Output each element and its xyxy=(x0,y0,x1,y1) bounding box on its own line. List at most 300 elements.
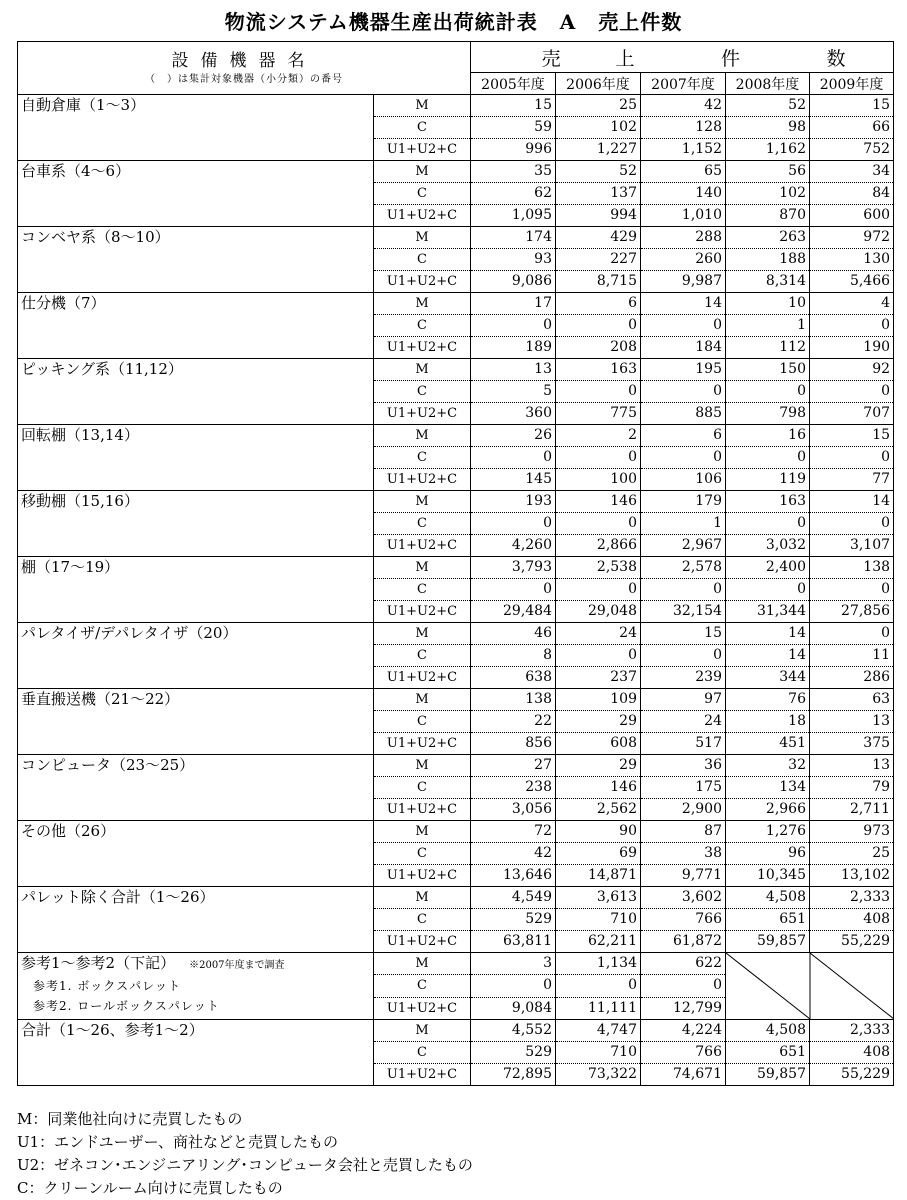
value-cell: 65 xyxy=(641,161,726,183)
table-body xyxy=(18,95,894,1086)
value-cell: 0 xyxy=(810,315,894,337)
table-row xyxy=(18,623,894,645)
value-cell: 429 xyxy=(556,227,641,249)
value-cell: 38 xyxy=(641,843,726,865)
value-cell: 0 xyxy=(726,447,810,469)
value-cell: 0 xyxy=(471,315,556,337)
value-cell: 0 xyxy=(556,315,641,337)
value-cell: 16 xyxy=(726,425,810,447)
value-cell: 4,747 xyxy=(556,1020,641,1042)
equipment-name: その他（26） xyxy=(18,821,374,887)
value-cell: 3,056 xyxy=(471,799,556,821)
table-row xyxy=(18,425,894,447)
value-cell: 25 xyxy=(810,843,894,865)
row-type: U1+U2+C xyxy=(374,337,471,359)
title-suffix-b: 売上件数 xyxy=(598,10,683,34)
value-cell: 4,508 xyxy=(726,887,810,909)
value-cell: 92 xyxy=(810,359,894,381)
value-cell: 15 xyxy=(810,425,894,447)
value-cell: 6 xyxy=(556,293,641,315)
value-cell: 69 xyxy=(556,843,641,865)
value-cell: 360 xyxy=(471,403,556,425)
value-cell: 10 xyxy=(726,293,810,315)
value-cell: 766 xyxy=(641,909,726,931)
equipment-name: 台車系（4～6） xyxy=(18,161,374,227)
value-cell: 4,224 xyxy=(641,1020,726,1042)
reference-name: 参考1～参考2（下記） xyxy=(21,954,176,972)
not-surveyed-cell xyxy=(726,953,894,1020)
value-cell: 0 xyxy=(556,975,641,997)
value-cell: 102 xyxy=(556,117,641,139)
value-cell: 3 xyxy=(471,953,556,975)
value-cell: 227 xyxy=(556,249,641,271)
value-cell: 1,276 xyxy=(726,821,810,843)
row-type: U1+U2+C xyxy=(374,469,471,491)
value-cell: 90 xyxy=(556,821,641,843)
value-cell: 97 xyxy=(641,689,726,711)
value-cell: 52 xyxy=(556,161,641,183)
row-type: C xyxy=(374,777,471,799)
value-cell: 0 xyxy=(810,623,894,645)
year-header: 2005年度 xyxy=(471,73,556,95)
equipment-name-title: 設備機器名 xyxy=(171,51,317,71)
value-cell: 600 xyxy=(810,205,894,227)
row-type: C xyxy=(374,909,471,931)
row-type: U1+U2+C xyxy=(374,931,471,953)
value-cell: 14 xyxy=(641,293,726,315)
footnotes xyxy=(17,1108,473,1200)
value-cell: 973 xyxy=(810,821,894,843)
sales-char-1: 売 xyxy=(541,47,561,70)
value-cell: 29,048 xyxy=(556,601,641,623)
table-row xyxy=(18,491,894,513)
equipment-name: 自動倉庫（1～3） xyxy=(18,95,374,161)
value-cell: 14,871 xyxy=(556,865,641,887)
value-cell: 73,322 xyxy=(556,1064,641,1086)
value-cell: 775 xyxy=(556,403,641,425)
value-cell: 870 xyxy=(726,205,810,227)
value-cell: 3,793 xyxy=(471,557,556,579)
value-cell: 134 xyxy=(726,777,810,799)
row-type: M xyxy=(374,953,471,975)
value-cell: 87 xyxy=(641,821,726,843)
row-type: M xyxy=(374,491,471,513)
value-cell: 3,032 xyxy=(726,535,810,557)
value-cell: 36 xyxy=(641,755,726,777)
value-cell: 752 xyxy=(810,139,894,161)
value-cell: 15 xyxy=(641,623,726,645)
value-cell: 55,229 xyxy=(810,931,894,953)
row-type: C xyxy=(374,447,471,469)
value-cell: 638 xyxy=(471,667,556,689)
value-cell: 9,086 xyxy=(471,271,556,293)
sales-char-2: 上 xyxy=(615,47,635,70)
value-cell: 55,229 xyxy=(810,1064,894,1086)
value-cell: 0 xyxy=(641,381,726,403)
row-type: M xyxy=(374,557,471,579)
value-cell: 2,900 xyxy=(641,799,726,821)
equipment-name: パレタイザ/デパレタイザ（20） xyxy=(18,623,374,689)
value-cell: 66 xyxy=(810,117,894,139)
value-cell: 375 xyxy=(810,733,894,755)
value-cell: 208 xyxy=(556,337,641,359)
value-cell: 622 xyxy=(641,953,726,975)
value-cell: 137 xyxy=(556,183,641,205)
value-cell: 0 xyxy=(471,975,556,997)
value-cell: 24 xyxy=(641,711,726,733)
value-cell: 106 xyxy=(641,469,726,491)
equipment-name: コンピュータ（23～25） xyxy=(18,755,374,821)
table-row xyxy=(18,227,894,249)
value-cell: 193 xyxy=(471,491,556,513)
value-cell: 885 xyxy=(641,403,726,425)
value-cell: 286 xyxy=(810,667,894,689)
value-cell: 102 xyxy=(726,183,810,205)
value-cell: 0 xyxy=(556,579,641,601)
table-row xyxy=(18,161,894,183)
value-cell: 13,102 xyxy=(810,865,894,887)
row-type: C xyxy=(374,645,471,667)
value-cell: 4,260 xyxy=(471,535,556,557)
year-header: 2007年度 xyxy=(641,73,726,95)
row-type: M xyxy=(374,293,471,315)
value-cell: 25 xyxy=(556,95,641,117)
value-cell: 0 xyxy=(471,513,556,535)
row-type: C xyxy=(374,843,471,865)
value-cell: 6 xyxy=(641,425,726,447)
value-cell: 0 xyxy=(726,381,810,403)
footnote: M：同業他社向けに売買したもの xyxy=(17,1110,243,1128)
row-type: C xyxy=(374,513,471,535)
value-cell: 188 xyxy=(726,249,810,271)
row-type: M xyxy=(374,821,471,843)
table-row xyxy=(18,293,894,315)
equipment-name: 垂直搬送機（21～22） xyxy=(18,689,374,755)
row-type: U1+U2+C xyxy=(374,535,471,557)
value-cell: 29 xyxy=(556,755,641,777)
value-cell: 195 xyxy=(641,359,726,381)
title-suffix-a: A xyxy=(559,10,577,34)
value-cell: 344 xyxy=(726,667,810,689)
value-cell: 529 xyxy=(471,909,556,931)
table-row xyxy=(18,821,894,843)
value-cell: 2,866 xyxy=(556,535,641,557)
value-cell: 9,987 xyxy=(641,271,726,293)
value-cell: 994 xyxy=(556,205,641,227)
value-cell: 1,152 xyxy=(641,139,726,161)
value-cell: 11,111 xyxy=(556,997,641,1019)
row-type: M xyxy=(374,1020,471,1042)
year-header: 2008年度 xyxy=(726,73,810,95)
value-cell: 288 xyxy=(641,227,726,249)
value-cell: 42 xyxy=(471,843,556,865)
row-type: M xyxy=(374,425,471,447)
value-cell: 190 xyxy=(810,337,894,359)
value-cell: 710 xyxy=(556,909,641,931)
value-cell: 1,095 xyxy=(471,205,556,227)
row-type: U1+U2+C xyxy=(374,403,471,425)
value-cell: 8,314 xyxy=(726,271,810,293)
value-cell: 4 xyxy=(810,293,894,315)
value-cell: 29,484 xyxy=(471,601,556,623)
row-type: C xyxy=(374,1042,471,1064)
value-cell: 15 xyxy=(810,95,894,117)
value-cell: 32 xyxy=(726,755,810,777)
value-cell: 62,211 xyxy=(556,931,641,953)
value-cell: 130 xyxy=(810,249,894,271)
total-name: 合計（1～26、参考1～2） xyxy=(18,1020,374,1086)
value-cell: 52 xyxy=(726,95,810,117)
value-cell: 451 xyxy=(726,733,810,755)
value-cell: 72,895 xyxy=(471,1064,556,1086)
value-cell: 175 xyxy=(641,777,726,799)
table-row xyxy=(18,887,894,909)
value-cell: 2,966 xyxy=(726,799,810,821)
value-cell: 517 xyxy=(641,733,726,755)
row-type: M xyxy=(374,887,471,909)
year-header: 2006年度 xyxy=(556,73,641,95)
value-cell: 72 xyxy=(471,821,556,843)
value-cell: 96 xyxy=(726,843,810,865)
value-cell: 651 xyxy=(726,909,810,931)
value-cell: 2,711 xyxy=(810,799,894,821)
value-cell: 14 xyxy=(726,645,810,667)
row-type: U1+U2+C xyxy=(374,1064,471,1086)
row-type: C xyxy=(374,711,471,733)
value-cell: 26 xyxy=(471,425,556,447)
equipment-name: 移動棚（15,16） xyxy=(18,491,374,557)
value-cell: 93 xyxy=(471,249,556,271)
value-cell: 1,010 xyxy=(641,205,726,227)
equipment-name-header xyxy=(18,42,471,95)
value-cell: 0 xyxy=(641,975,726,997)
value-cell: 46 xyxy=(471,623,556,645)
value-cell: 263 xyxy=(726,227,810,249)
value-cell: 798 xyxy=(726,403,810,425)
value-cell: 77 xyxy=(810,469,894,491)
row-type: C xyxy=(374,183,471,205)
equipment-name-note: （ ）は集計対象機器（小分類）の番号 xyxy=(145,74,343,85)
value-cell: 1 xyxy=(726,315,810,337)
footnote: U1：エンドユーザー、商社などと売買したもの xyxy=(17,1133,338,1151)
row-type: C xyxy=(374,975,471,997)
value-cell: 237 xyxy=(556,667,641,689)
value-cell: 0 xyxy=(641,579,726,601)
value-cell: 1 xyxy=(641,513,726,535)
row-type: M xyxy=(374,755,471,777)
table-row xyxy=(18,95,894,117)
value-cell: 2,333 xyxy=(810,887,894,909)
value-cell: 1,134 xyxy=(556,953,641,975)
value-cell: 17 xyxy=(471,293,556,315)
value-cell: 59,857 xyxy=(726,931,810,953)
value-cell: 179 xyxy=(641,491,726,513)
row-type: M xyxy=(374,623,471,645)
value-cell: 8,715 xyxy=(556,271,641,293)
row-type: U1+U2+C xyxy=(374,205,471,227)
value-cell: 74,671 xyxy=(641,1064,726,1086)
value-cell: 608 xyxy=(556,733,641,755)
value-cell: 27 xyxy=(471,755,556,777)
value-cell: 408 xyxy=(810,1042,894,1064)
equipment-name: パレット除く合計（1～26） xyxy=(18,887,374,953)
row-type: C xyxy=(374,315,471,337)
row-type: U1+U2+C xyxy=(374,997,471,1019)
value-cell: 146 xyxy=(556,777,641,799)
value-cell: 408 xyxy=(810,909,894,931)
row-type: M xyxy=(374,689,471,711)
table-row xyxy=(18,689,894,711)
value-cell: 14 xyxy=(810,491,894,513)
value-cell: 31,344 xyxy=(726,601,810,623)
value-cell: 4,552 xyxy=(471,1020,556,1042)
value-cell: 63 xyxy=(810,689,894,711)
value-cell: 146 xyxy=(556,491,641,513)
footnote: C：クリーンルーム向けに売買したもの xyxy=(17,1179,283,1197)
equipment-name: コンベヤ系（8～10） xyxy=(18,227,374,293)
value-cell: 29 xyxy=(556,711,641,733)
value-cell: 15 xyxy=(471,95,556,117)
sales-count-header xyxy=(471,42,894,73)
value-cell: 0 xyxy=(556,381,641,403)
value-cell: 0 xyxy=(556,447,641,469)
value-cell: 12,799 xyxy=(641,997,726,1019)
value-cell: 0 xyxy=(556,645,641,667)
value-cell: 184 xyxy=(641,337,726,359)
value-cell: 0 xyxy=(810,381,894,403)
value-cell: 59 xyxy=(471,117,556,139)
row-type: M xyxy=(374,95,471,117)
value-cell: 24 xyxy=(556,623,641,645)
value-cell: 239 xyxy=(641,667,726,689)
table-row xyxy=(18,755,894,777)
value-cell: 4,549 xyxy=(471,887,556,909)
table-row xyxy=(18,557,894,579)
row-type: U1+U2+C xyxy=(374,667,471,689)
row-type: M xyxy=(374,161,471,183)
value-cell: 150 xyxy=(726,359,810,381)
table-row xyxy=(18,953,894,975)
value-cell: 0 xyxy=(810,447,894,469)
value-cell: 9,084 xyxy=(471,997,556,1019)
row-type: U1+U2+C xyxy=(374,601,471,623)
reference-sub-2: 参考2. ロールボックスパレット xyxy=(33,999,220,1013)
value-cell: 22 xyxy=(471,711,556,733)
value-cell: 0 xyxy=(641,315,726,337)
value-cell: 163 xyxy=(556,359,641,381)
value-cell: 27,856 xyxy=(810,601,894,623)
value-cell: 34 xyxy=(810,161,894,183)
value-cell: 10,345 xyxy=(726,865,810,887)
value-cell: 109 xyxy=(556,689,641,711)
value-cell: 0 xyxy=(556,513,641,535)
value-cell: 128 xyxy=(641,117,726,139)
title-main: 物流システム機器生産出荷統計表 xyxy=(224,10,538,34)
value-cell: 0 xyxy=(810,579,894,601)
value-cell: 189 xyxy=(471,337,556,359)
value-cell: 112 xyxy=(726,337,810,359)
table-row xyxy=(18,1020,894,1042)
value-cell: 9,771 xyxy=(641,865,726,887)
value-cell: 145 xyxy=(471,469,556,491)
value-cell: 766 xyxy=(641,1042,726,1064)
value-cell: 260 xyxy=(641,249,726,271)
value-cell: 0 xyxy=(641,447,726,469)
value-cell: 1,227 xyxy=(556,139,641,161)
row-type: U1+U2+C xyxy=(374,733,471,755)
value-cell: 100 xyxy=(556,469,641,491)
value-cell: 3,107 xyxy=(810,535,894,557)
value-cell: 56 xyxy=(726,161,810,183)
row-type: C xyxy=(374,117,471,139)
row-type: C xyxy=(374,381,471,403)
value-cell: 3,602 xyxy=(641,887,726,909)
diagonal-strike-icon xyxy=(726,953,894,1019)
value-cell: 18 xyxy=(726,711,810,733)
value-cell: 0 xyxy=(810,513,894,535)
value-cell: 1,162 xyxy=(726,139,810,161)
row-type: U1+U2+C xyxy=(374,865,471,887)
value-cell: 0 xyxy=(641,645,726,667)
value-cell: 98 xyxy=(726,117,810,139)
value-cell: 0 xyxy=(726,579,810,601)
value-cell: 707 xyxy=(810,403,894,425)
value-cell: 651 xyxy=(726,1042,810,1064)
reference-note: ※2007年度まで調査 xyxy=(189,960,285,971)
value-cell: 13 xyxy=(810,711,894,733)
equipment-name: 回転棚（13,14） xyxy=(18,425,374,491)
value-cell: 13 xyxy=(810,755,894,777)
value-cell: 76 xyxy=(726,689,810,711)
value-cell: 59,857 xyxy=(726,1064,810,1086)
row-type: M xyxy=(374,359,471,381)
value-cell: 84 xyxy=(810,183,894,205)
equipment-name: 仕分機（7） xyxy=(18,293,374,359)
value-cell: 13 xyxy=(471,359,556,381)
value-cell: 2,400 xyxy=(726,557,810,579)
reference-name-cell xyxy=(18,953,374,1020)
value-cell: 14 xyxy=(726,623,810,645)
value-cell: 11 xyxy=(810,645,894,667)
value-cell: 79 xyxy=(810,777,894,799)
row-type: M xyxy=(374,227,471,249)
row-type: U1+U2+C xyxy=(374,139,471,161)
value-cell: 4,508 xyxy=(726,1020,810,1042)
row-type: C xyxy=(374,249,471,271)
equipment-name: ピッキング系（11,12） xyxy=(18,359,374,425)
value-cell: 0 xyxy=(726,513,810,535)
value-cell: 163 xyxy=(726,491,810,513)
row-type: U1+U2+C xyxy=(374,271,471,293)
row-type: U1+U2+C xyxy=(374,799,471,821)
value-cell: 63,811 xyxy=(471,931,556,953)
value-cell: 61,872 xyxy=(641,931,726,953)
sales-char-3: 件 xyxy=(721,47,741,70)
value-cell: 2 xyxy=(556,425,641,447)
footnote: U2：ゼネコン･エンジニアリング･コンピュータ会社と売買したもの xyxy=(17,1156,473,1174)
value-cell: 138 xyxy=(471,689,556,711)
row-type: C xyxy=(374,579,471,601)
value-cell: 35 xyxy=(471,161,556,183)
value-cell: 13,646 xyxy=(471,865,556,887)
page-title xyxy=(0,6,907,35)
value-cell: 138 xyxy=(810,557,894,579)
value-cell: 996 xyxy=(471,139,556,161)
value-cell: 3,613 xyxy=(556,887,641,909)
value-cell: 529 xyxy=(471,1042,556,1064)
value-cell: 238 xyxy=(471,777,556,799)
value-cell: 856 xyxy=(471,733,556,755)
